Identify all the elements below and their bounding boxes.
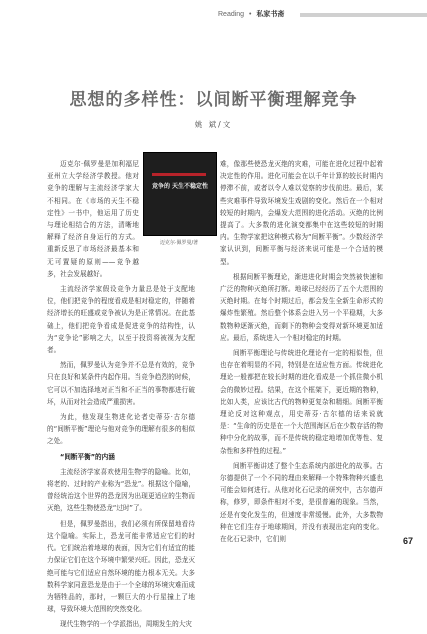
header-section: 私家书斋: [256, 11, 285, 18]
article-author: 姚 斌/文: [194, 120, 233, 129]
book-caption: 迈克尔·佩罗曼/著: [159, 240, 199, 246]
paragraph: 间断平衡讲述了整个生态系统内部进化的故事。古尔德提供了一个不同的理由来解释一个特殊物种兴盛也可能会如何进行。从他对化石记录的研究中，古尔德声称，修罗，即条件相对不变，是很普遍的现象。当然，还是有变化发生的，但速度非常缓慢。此外，大多数物种在它们生存于地球期间，并没有表现出定向的变化。在化石记录中，它们则: [220, 461, 383, 544]
paragraph: 但是，佩罗曼指出，我们必须有所保留地看待这个隐喻。实际上，恐龙可能非常适应它们的时代。它们统治着地球的表面，因为它们有适宜的能力保证它们在这个环境中繁荣兴旺。因此，恐龙灭绝可能与它们适应自然环境的能力根本无关。大多数科学家同意恐龙是由于一个全球的环境灾难而成为牺牲品的，那时，一颗巨大的小行星撞上了地球，导致环境大范围的突然变化。: [47, 519, 195, 614]
book-figure: [143, 152, 215, 252]
page-number: 67: [402, 536, 413, 546]
book-cover-stripe: [152, 173, 206, 176]
paragraph: 难，像那些使恐龙灭绝的灾难，可能在进化过程中起着决定性的作用。进化可能会在以千年计算的较长时期内停滞不前，或者以令人难以觉察的步伐前进。最后，某些灾难事件导致环境发生戏剧的变化。然后在一个相对较短的时期内，会爆发大范围的进化活动。灭绝的比例提高了。大多数的进化演变都集中在这些较短的时期内。生物学家把这种模式称为“间断平衡”。少数经济学家认识到，间断平衡与经济来说可能是一个合适的模型。: [220, 160, 383, 266]
header-label: [218, 9, 284, 19]
book-cover-title: 竞争的 天生不稳定性: [151, 183, 209, 190]
paragraph: 然而，佩罗曼认为竞争并不总是有效的，竞争只在良好和某条件内起作用。当竞争趋烈的时候，它可以不加选择地对正当和不正当的事物都进行破坏，从而对社会造成严重损害。: [47, 361, 195, 406]
right-column: [220, 158, 383, 548]
header-reading: Reading: [218, 11, 245, 18]
book-cover-image: [143, 152, 217, 236]
paragraph: 间断平衡理论与传统进化理论有一定的相似性，但也存在着明显的不同，特别是在适应性方面。传统进化理论一般都把在较长时期的进化看成是一个抓住微小机会的微妙过程。结果，在这个框架下，更近期的物种，比如人类，应该比古代的物种更复杂和精细。间断平衡理论反对这种观点，用史蒂芬·古尔德的话来说就是：“生命的历史是在一个大范围海区后在少数存活的物种中分化的故事，而不是传统的稳定地增加优等性、复杂性和多样性的过程。”: [220, 349, 383, 455]
paragraph: 迈克尔·佩罗曼是加利福尼亚州立大学经济学教授。他对竞争的理解与主流经济学家大不相同。在《市场的天生不稳定性》一书中，他运用了历史与理论相结合的方法，清晰地解释了经济自身运行的方式。重新反思了市场经济最基本和无可置疑的原则——竞争越多，社会发展越好。: [47, 160, 139, 278]
paragraph: 为此，他发现生物进化论者史蒂芬·古尔德的“间断平衡”理论与他对竞争的理解有很多的相似之处。: [47, 413, 195, 446]
header-rule: [300, 13, 427, 17]
paragraph: 主流经济学家喜欢使用生物学的隐喻。比如，将老的、过时的产业称为“恐龙”。根据这个隐喻，曾经统治这个世界的恐龙因为出现更适应的生物而灭绝，这些生物使恐龙“过时”了。: [47, 467, 195, 513]
header-separator: •: [249, 11, 252, 18]
paragraph: 根据间断平衡理论，渐进进化时期会突然被快速和广泛的物种灭绝所打断。地球已经经历了五个大范围的灭绝时期。在每个时期过后，都会发生全新生命形式的爆炸性繁殖。然后整个体系会进入另一个平稳期，大多数物种逐渐灭绝，而剩下的物种会变得对新环境更加适应。最后，系统进入一个相对稳定的时期。: [220, 272, 383, 342]
running-header: [0, 7, 427, 23]
paragraph: 现代生物学的一个学派指出，周期发生的大灾: [60, 620, 192, 629]
section-subheading: “间断平衡”的内涵: [60, 452, 115, 461]
paragraph: 主流经济学家假设竞争力量总是处于支配地位，他们把竞争的程度看成是相对稳定的，伴随着经济增长的旺盛或竞争被认为是正常情况。在此基础上，他们把竞争看成是促进竞争的结构性，认为“竞争论”影响之大，以至于投资将被视为支配者。: [47, 285, 195, 355]
article-title: 思想的多样性：以间断平衡理解竞争: [69, 90, 358, 110]
